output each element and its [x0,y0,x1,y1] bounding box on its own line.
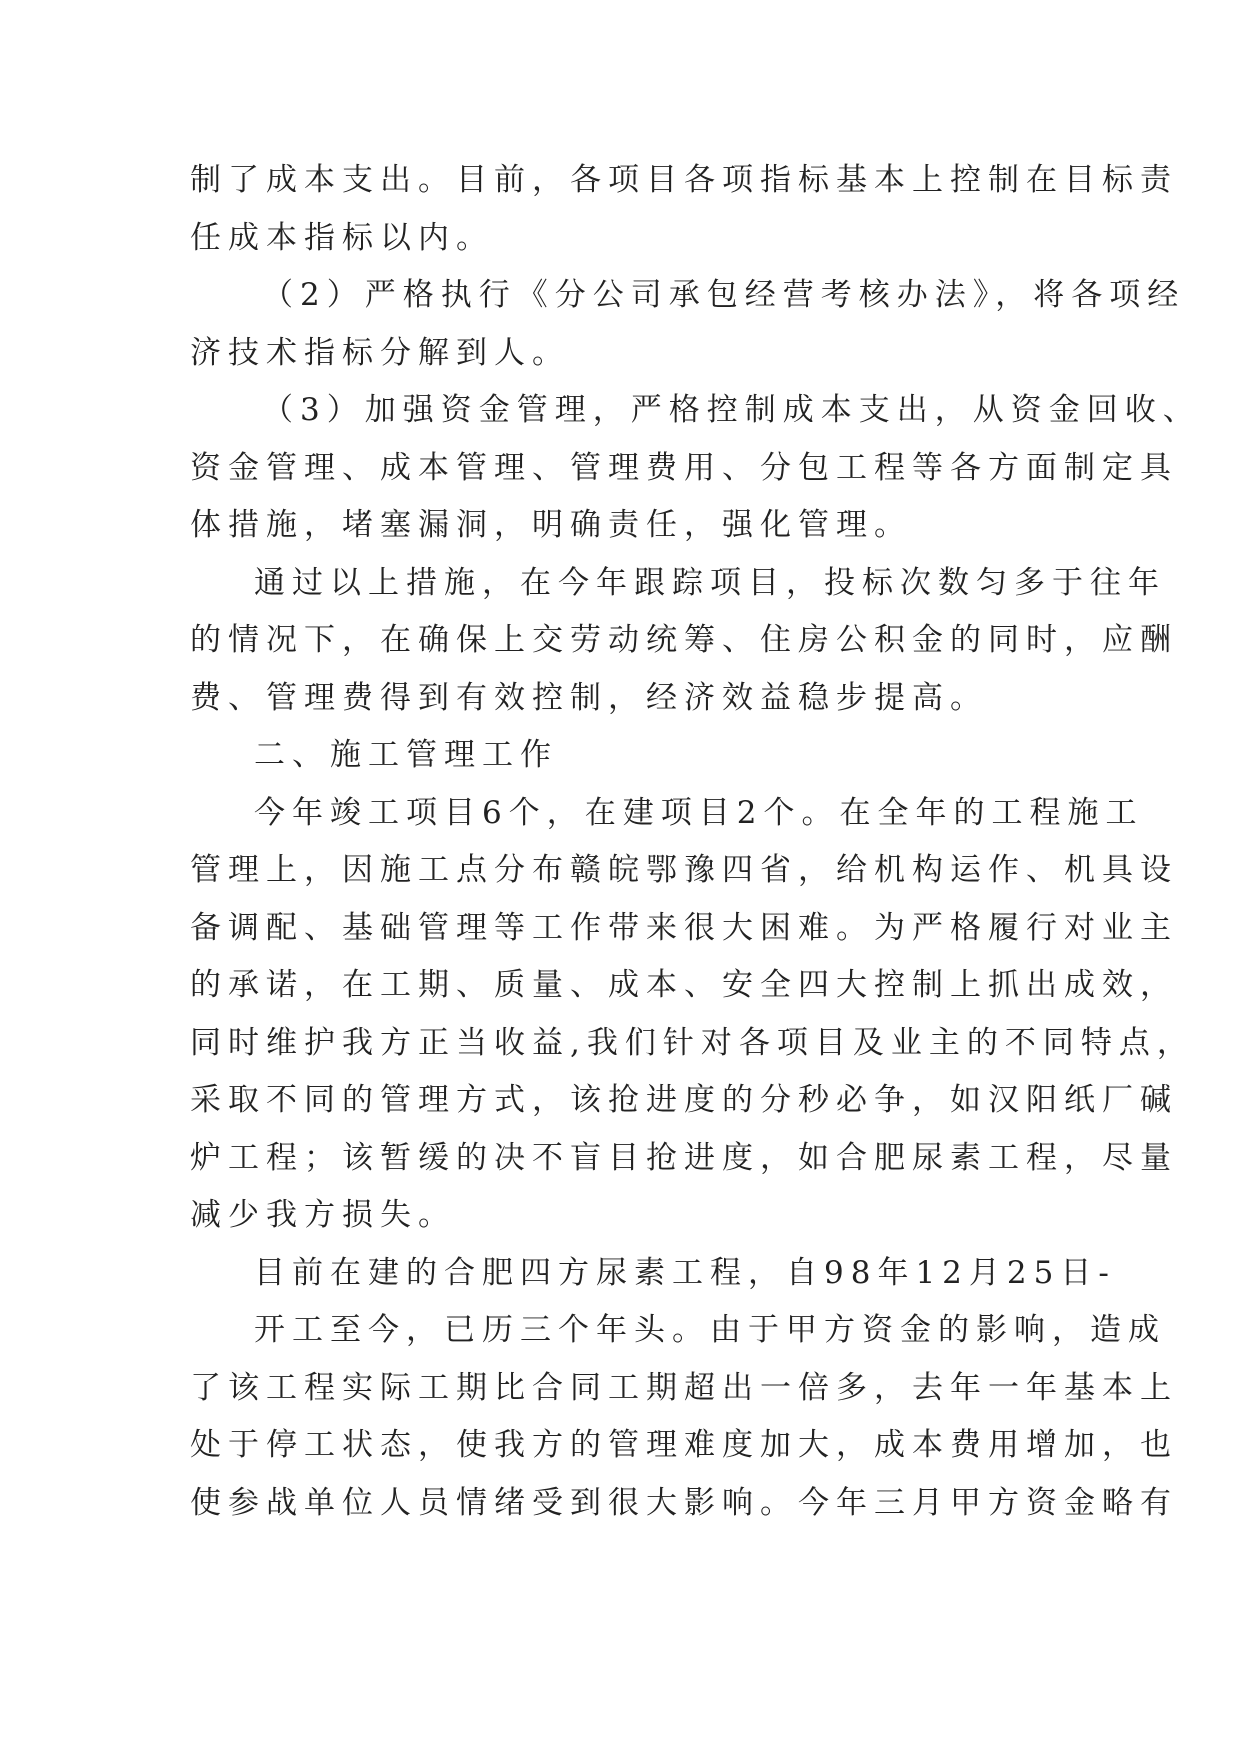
text-line: 的承诺，在工期、质量、成本、安全四大控制上抓出成效， [190,967,1178,1003]
text-line: 同时维护我方正当收益,我们针对各项目及业主的不同特点， [190,1025,1195,1061]
text-line: （3）加强资金管理，严格控制成本支出，从资金回收、 [262,392,1201,428]
text-line: （2）严格执行《分公司承包经营考核办法》，将各项经 [262,277,1186,313]
text-line: 开工至今，已历三个年头。由于甲方资金的影响，造成 [254,1312,1166,1348]
text-line: 今年竣工项目6个，在建项目2个。在全年的工程施工 [254,795,1144,831]
text-line: 备调配、基础管理等工作带来很大困难。为严格履行对业主 [190,910,1178,946]
text-line: 了该工程实际工期比合同工期超出一倍多，去年一年基本上 [190,1370,1178,1406]
text-line: 采取不同的管理方式，该抢进度的分秒必争，如汉阳纸厂碱 [190,1082,1178,1118]
text-line: 资金管理、成本管理、管理费用、分包工程等各方面制定具 [190,450,1178,486]
text-line: 减少我方损失。 [190,1197,456,1233]
text-line: 济技术指标分解到人。 [190,335,570,371]
text-line: 任成本指标以内。 [190,220,494,256]
text-line: 体措施，堵塞漏洞，明确责任，强化管理。 [190,507,912,543]
text-line: 制了成本支出。目前，各项目各项指标基本上控制在目标责 [190,162,1178,198]
text-line: 费、管理费得到有效控制，经济效益稳步提高。 [190,680,988,716]
section-heading: 二、施工管理工作 [254,737,558,773]
text-line: 使参战单位人员情绪受到很大影响。今年三月甲方资金略有 [190,1485,1178,1521]
text-line: 炉工程；该暂缓的决不盲目抢进度，如合肥尿素工程，尽量 [190,1140,1178,1176]
text-line: 管理上，因施工点分布赣皖鄂豫四省，给机构运作、机具设 [190,852,1178,888]
text-line: 目前在建的合肥四方尿素工程，自98年12月25日- [254,1255,1116,1291]
text-line: 的情况下，在确保上交劳动统筹、住房公积金的同时，应酬 [190,622,1178,658]
text-line: 通过以上措施，在今年跟踪项目，投标次数匀多于往年 [254,565,1166,601]
text-line: 处于停工状态，使我方的管理难度加大，成本费用增加，也 [190,1427,1178,1463]
